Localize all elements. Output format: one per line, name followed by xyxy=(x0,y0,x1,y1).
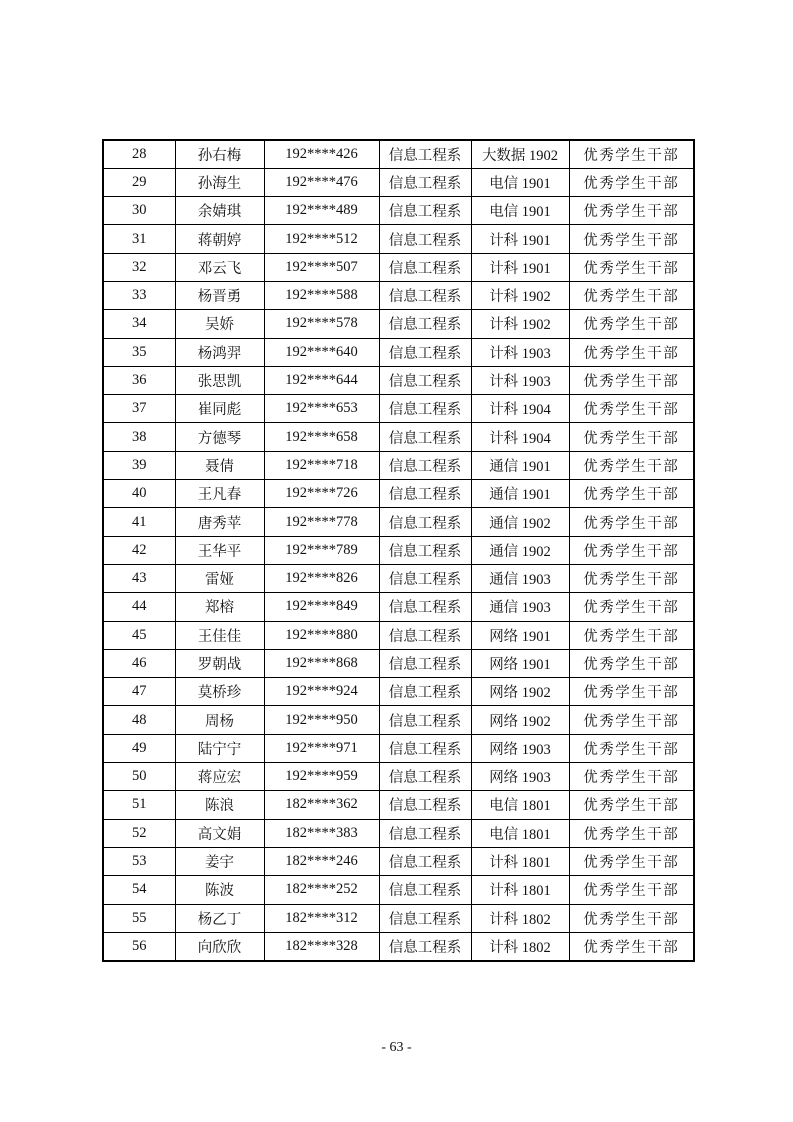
table-row xyxy=(103,508,694,536)
class-cell: 通信 1901 xyxy=(471,451,569,479)
class-cell: 电信 1901 xyxy=(471,168,569,196)
student-id-cell: 192****658 xyxy=(264,423,379,451)
honor-title-cell: 优秀学生干部 xyxy=(569,876,694,904)
row-number-cell: 41 xyxy=(103,508,175,536)
department-cell: 信息工程系 xyxy=(379,706,471,734)
student-id-cell: 182****252 xyxy=(264,876,379,904)
class-cell: 网络 1902 xyxy=(471,706,569,734)
table-row xyxy=(103,847,694,875)
honor-title-cell: 优秀学生干部 xyxy=(569,140,694,168)
table-row xyxy=(103,281,694,309)
name-cell: 高文娟 xyxy=(175,819,264,847)
honor-title-cell: 优秀学生干部 xyxy=(569,621,694,649)
student-id-cell: 182****383 xyxy=(264,819,379,847)
honor-title-cell: 优秀学生干部 xyxy=(569,338,694,366)
honor-title-cell: 优秀学生干部 xyxy=(569,593,694,621)
class-cell: 通信 1903 xyxy=(471,593,569,621)
class-cell: 电信 1801 xyxy=(471,819,569,847)
student-id-cell: 192****778 xyxy=(264,508,379,536)
class-cell: 计科 1802 xyxy=(471,932,569,960)
class-cell: 计科 1801 xyxy=(471,847,569,875)
department-cell: 信息工程系 xyxy=(379,876,471,904)
honor-title-cell: 优秀学生干部 xyxy=(569,197,694,225)
class-cell: 计科 1903 xyxy=(471,338,569,366)
name-cell: 陈波 xyxy=(175,876,264,904)
class-cell: 网络 1902 xyxy=(471,678,569,706)
table-row xyxy=(103,791,694,819)
honor-title-cell: 优秀学生干部 xyxy=(569,508,694,536)
name-cell: 崔同彪 xyxy=(175,395,264,423)
name-cell: 唐秀苹 xyxy=(175,508,264,536)
class-cell: 计科 1901 xyxy=(471,253,569,281)
student-id-cell: 182****246 xyxy=(264,847,379,875)
name-cell: 杨乙丁 xyxy=(175,904,264,932)
row-number-cell: 32 xyxy=(103,253,175,281)
department-cell: 信息工程系 xyxy=(379,593,471,621)
class-cell: 电信 1901 xyxy=(471,197,569,225)
department-cell: 信息工程系 xyxy=(379,366,471,394)
department-cell: 信息工程系 xyxy=(379,225,471,253)
name-cell: 莫桥珍 xyxy=(175,678,264,706)
table-row xyxy=(103,253,694,281)
row-number-cell: 43 xyxy=(103,564,175,592)
row-number-cell: 42 xyxy=(103,536,175,564)
row-number-cell: 39 xyxy=(103,451,175,479)
honor-title-cell: 优秀学生干部 xyxy=(569,932,694,960)
row-number-cell: 54 xyxy=(103,876,175,904)
class-cell: 计科 1802 xyxy=(471,904,569,932)
table-row xyxy=(103,621,694,649)
table-row xyxy=(103,932,694,960)
class-cell: 计科 1904 xyxy=(471,423,569,451)
honor-title-cell: 优秀学生干部 xyxy=(569,791,694,819)
class-cell: 大数据 1902 xyxy=(471,140,569,168)
student-id-cell: 192****971 xyxy=(264,734,379,762)
table-row xyxy=(103,734,694,762)
department-cell: 信息工程系 xyxy=(379,168,471,196)
honor-title-cell: 优秀学生干部 xyxy=(569,904,694,932)
table-row xyxy=(103,819,694,847)
student-id-cell: 182****362 xyxy=(264,791,379,819)
department-cell: 信息工程系 xyxy=(379,932,471,960)
name-cell: 王凡春 xyxy=(175,480,264,508)
name-cell: 蒋朝婷 xyxy=(175,225,264,253)
row-number-cell: 56 xyxy=(103,932,175,960)
table-row xyxy=(103,876,694,904)
table-row xyxy=(103,338,694,366)
table-row xyxy=(103,678,694,706)
department-cell: 信息工程系 xyxy=(379,423,471,451)
department-cell: 信息工程系 xyxy=(379,734,471,762)
row-number-cell: 52 xyxy=(103,819,175,847)
award-table-body xyxy=(103,140,694,961)
honor-title-cell: 优秀学生干部 xyxy=(569,225,694,253)
student-id-cell: 192****476 xyxy=(264,168,379,196)
row-number-cell: 45 xyxy=(103,621,175,649)
honor-title-cell: 优秀学生干部 xyxy=(569,847,694,875)
student-id-cell: 192****588 xyxy=(264,281,379,309)
table-row xyxy=(103,649,694,677)
honor-title-cell: 优秀学生干部 xyxy=(569,168,694,196)
class-cell: 计科 1801 xyxy=(471,876,569,904)
row-number-cell: 53 xyxy=(103,847,175,875)
name-cell: 王佳佳 xyxy=(175,621,264,649)
table-row xyxy=(103,395,694,423)
name-cell: 郑榕 xyxy=(175,593,264,621)
row-number-cell: 44 xyxy=(103,593,175,621)
row-number-cell: 30 xyxy=(103,197,175,225)
student-id-cell: 192****789 xyxy=(264,536,379,564)
department-cell: 信息工程系 xyxy=(379,253,471,281)
department-cell: 信息工程系 xyxy=(379,904,471,932)
name-cell: 陈浪 xyxy=(175,791,264,819)
honor-title-cell: 优秀学生干部 xyxy=(569,451,694,479)
name-cell: 周杨 xyxy=(175,706,264,734)
page-number: - 63 - xyxy=(381,1040,412,1055)
name-cell: 余婧琪 xyxy=(175,197,264,225)
name-cell: 王华平 xyxy=(175,536,264,564)
name-cell: 方德琴 xyxy=(175,423,264,451)
class-cell: 网络 1901 xyxy=(471,621,569,649)
department-cell: 信息工程系 xyxy=(379,310,471,338)
name-cell: 吴娇 xyxy=(175,310,264,338)
row-number-cell: 31 xyxy=(103,225,175,253)
name-cell: 姜宇 xyxy=(175,847,264,875)
row-number-cell: 48 xyxy=(103,706,175,734)
name-cell: 张思凯 xyxy=(175,366,264,394)
honor-title-cell: 优秀学生干部 xyxy=(569,310,694,338)
table-row xyxy=(103,168,694,196)
student-id-cell: 192****489 xyxy=(264,197,379,225)
row-number-cell: 49 xyxy=(103,734,175,762)
table-row xyxy=(103,480,694,508)
name-cell: 聂倩 xyxy=(175,451,264,479)
department-cell: 信息工程系 xyxy=(379,338,471,366)
name-cell: 杨鸿羿 xyxy=(175,338,264,366)
department-cell: 信息工程系 xyxy=(379,281,471,309)
row-number-cell: 29 xyxy=(103,168,175,196)
name-cell: 雷娅 xyxy=(175,564,264,592)
row-number-cell: 35 xyxy=(103,338,175,366)
name-cell: 向欣欣 xyxy=(175,932,264,960)
department-cell: 信息工程系 xyxy=(379,451,471,479)
class-cell: 通信 1902 xyxy=(471,508,569,536)
honor-title-cell: 优秀学生干部 xyxy=(569,819,694,847)
student-id-cell: 192****507 xyxy=(264,253,379,281)
department-cell: 信息工程系 xyxy=(379,763,471,791)
name-cell: 杨晋勇 xyxy=(175,281,264,309)
student-id-cell: 192****950 xyxy=(264,706,379,734)
student-id-cell: 192****426 xyxy=(264,140,379,168)
class-cell: 通信 1902 xyxy=(471,536,569,564)
student-id-cell: 192****718 xyxy=(264,451,379,479)
table-row xyxy=(103,763,694,791)
table-row xyxy=(103,451,694,479)
row-number-cell: 46 xyxy=(103,649,175,677)
row-number-cell: 37 xyxy=(103,395,175,423)
honor-title-cell: 优秀学生干部 xyxy=(569,395,694,423)
row-number-cell: 34 xyxy=(103,310,175,338)
table-row xyxy=(103,564,694,592)
student-id-cell: 182****312 xyxy=(264,904,379,932)
row-number-cell: 51 xyxy=(103,791,175,819)
row-number-cell: 28 xyxy=(103,140,175,168)
class-cell: 计科 1904 xyxy=(471,395,569,423)
class-cell: 网络 1903 xyxy=(471,763,569,791)
department-cell: 信息工程系 xyxy=(379,678,471,706)
table-row xyxy=(103,310,694,338)
class-cell: 通信 1901 xyxy=(471,480,569,508)
student-id-cell: 192****880 xyxy=(264,621,379,649)
name-cell: 罗朝战 xyxy=(175,649,264,677)
honor-title-cell: 优秀学生干部 xyxy=(569,480,694,508)
student-id-cell: 192****959 xyxy=(264,763,379,791)
student-id-cell: 192****726 xyxy=(264,480,379,508)
honor-title-cell: 优秀学生干部 xyxy=(569,253,694,281)
student-id-cell: 192****640 xyxy=(264,338,379,366)
honor-title-cell: 优秀学生干部 xyxy=(569,281,694,309)
department-cell: 信息工程系 xyxy=(379,508,471,536)
class-cell: 计科 1902 xyxy=(471,310,569,338)
student-id-cell: 192****868 xyxy=(264,649,379,677)
class-cell: 网络 1901 xyxy=(471,649,569,677)
table-row xyxy=(103,706,694,734)
row-number-cell: 36 xyxy=(103,366,175,394)
department-cell: 信息工程系 xyxy=(379,819,471,847)
award-table xyxy=(102,139,695,962)
table-row xyxy=(103,225,694,253)
department-cell: 信息工程系 xyxy=(379,791,471,819)
honor-title-cell: 优秀学生干部 xyxy=(569,734,694,762)
row-number-cell: 47 xyxy=(103,678,175,706)
row-number-cell: 33 xyxy=(103,281,175,309)
student-id-cell: 192****924 xyxy=(264,678,379,706)
name-cell: 孙右梅 xyxy=(175,140,264,168)
table-row xyxy=(103,904,694,932)
department-cell: 信息工程系 xyxy=(379,847,471,875)
student-id-cell: 192****826 xyxy=(264,564,379,592)
student-id-cell: 192****653 xyxy=(264,395,379,423)
honor-title-cell: 优秀学生干部 xyxy=(569,706,694,734)
table-row xyxy=(103,536,694,564)
honor-title-cell: 优秀学生干部 xyxy=(569,366,694,394)
student-id-cell: 192****512 xyxy=(264,225,379,253)
row-number-cell: 50 xyxy=(103,763,175,791)
department-cell: 信息工程系 xyxy=(379,480,471,508)
class-cell: 计科 1901 xyxy=(471,225,569,253)
table-row xyxy=(103,140,694,168)
class-cell: 网络 1903 xyxy=(471,734,569,762)
table-row xyxy=(103,366,694,394)
honor-title-cell: 优秀学生干部 xyxy=(569,564,694,592)
row-number-cell: 38 xyxy=(103,423,175,451)
class-cell: 电信 1801 xyxy=(471,791,569,819)
row-number-cell: 40 xyxy=(103,480,175,508)
department-cell: 信息工程系 xyxy=(379,197,471,225)
student-id-cell: 192****644 xyxy=(264,366,379,394)
honor-title-cell: 优秀学生干部 xyxy=(569,423,694,451)
table-row xyxy=(103,423,694,451)
name-cell: 邓云飞 xyxy=(175,253,264,281)
student-id-cell: 192****849 xyxy=(264,593,379,621)
class-cell: 计科 1902 xyxy=(471,281,569,309)
department-cell: 信息工程系 xyxy=(379,536,471,564)
table-row xyxy=(103,593,694,621)
department-cell: 信息工程系 xyxy=(379,395,471,423)
table-row xyxy=(103,197,694,225)
name-cell: 蒋应宏 xyxy=(175,763,264,791)
class-cell: 计科 1903 xyxy=(471,366,569,394)
honor-title-cell: 优秀学生干部 xyxy=(569,763,694,791)
honor-title-cell: 优秀学生干部 xyxy=(569,678,694,706)
name-cell: 陆宁宁 xyxy=(175,734,264,762)
department-cell: 信息工程系 xyxy=(379,621,471,649)
honor-title-cell: 优秀学生干部 xyxy=(569,536,694,564)
department-cell: 信息工程系 xyxy=(379,140,471,168)
row-number-cell: 55 xyxy=(103,904,175,932)
name-cell: 孙海生 xyxy=(175,168,264,196)
department-cell: 信息工程系 xyxy=(379,649,471,677)
department-cell: 信息工程系 xyxy=(379,564,471,592)
student-id-cell: 182****328 xyxy=(264,932,379,960)
honor-title-cell: 优秀学生干部 xyxy=(569,649,694,677)
student-id-cell: 192****578 xyxy=(264,310,379,338)
class-cell: 通信 1903 xyxy=(471,564,569,592)
